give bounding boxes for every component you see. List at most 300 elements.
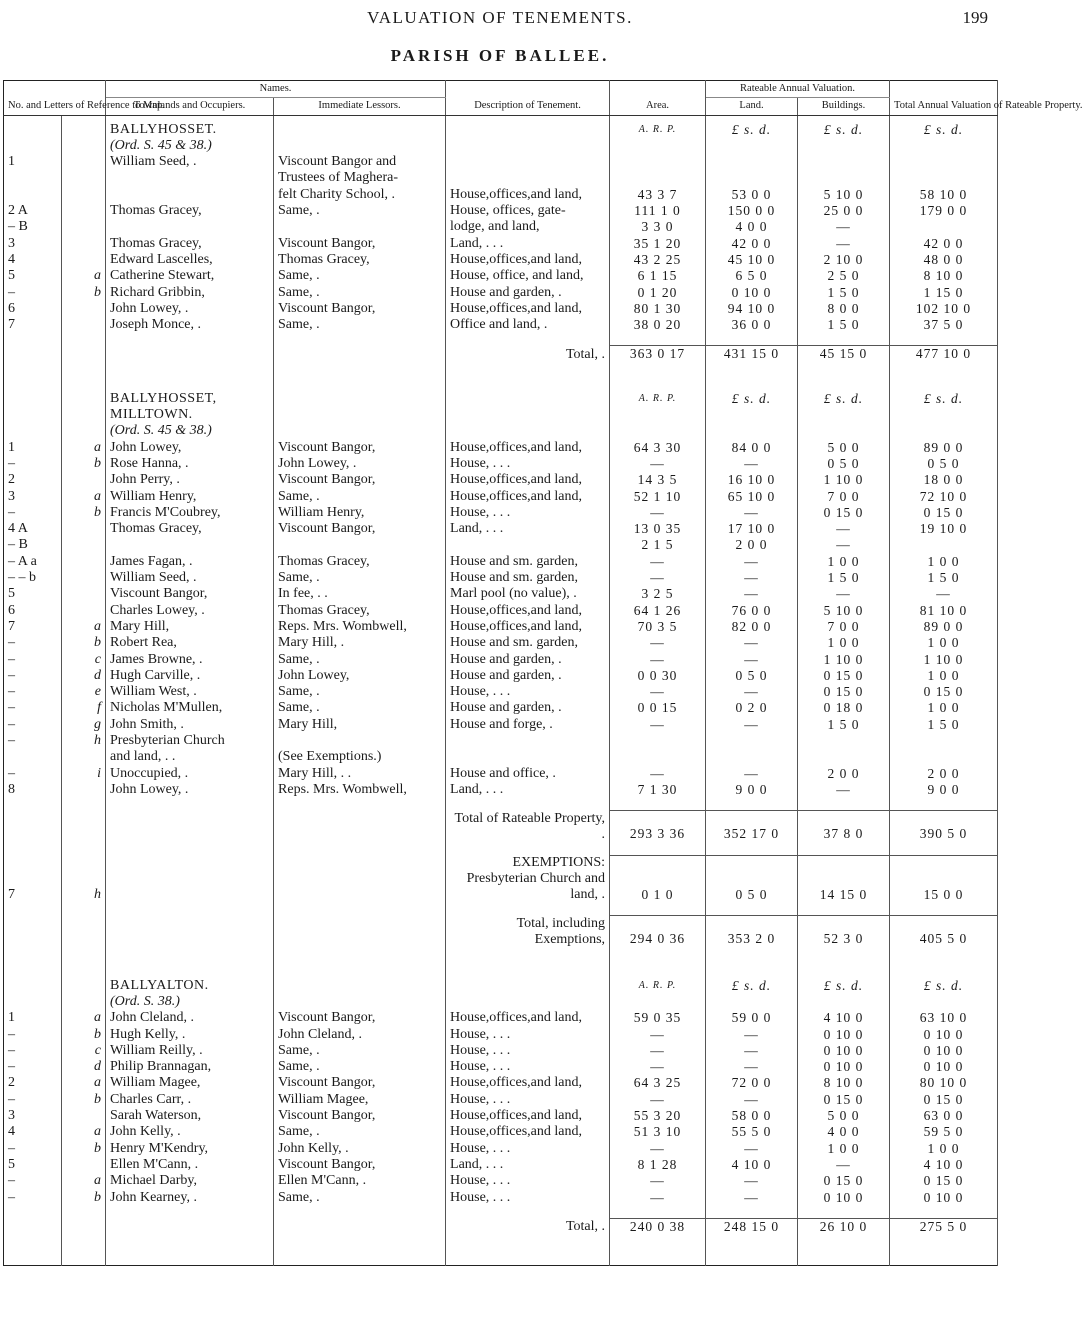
ref-number: – (4, 1059, 62, 1075)
spacer-cell (106, 333, 274, 346)
buildings-value: — (798, 537, 890, 553)
buildings-value: 5 0 0 (798, 1108, 890, 1124)
spacer-cell (706, 333, 798, 346)
cell (274, 423, 446, 439)
ref-letter: b (62, 1092, 106, 1108)
table-row (4, 391, 998, 407)
occupier: Hugh Kelly, . (106, 1027, 274, 1043)
land-value: 4 10 0 (706, 1157, 798, 1173)
buildings-value: — (798, 782, 890, 798)
land-value: — (706, 1141, 798, 1157)
total-value: 0 10 0 (890, 1190, 998, 1206)
description: House, . . . (446, 1059, 610, 1075)
land-value: — (706, 717, 798, 733)
spacer-cell (798, 1206, 890, 1219)
land-value: 0 2 0 (706, 700, 798, 716)
buildings-value: 1 10 0 (798, 472, 890, 488)
buildings-value: 1 5 0 (798, 570, 890, 586)
col-area: Area. (610, 81, 706, 116)
description (446, 749, 610, 765)
total-value: 1 0 0 (890, 700, 998, 716)
description: House and office, . (446, 766, 610, 782)
ref-letter: b (62, 635, 106, 651)
lessor: Viscount Bangor, (274, 1157, 446, 1173)
buildings-value: 1 0 0 (798, 1141, 890, 1157)
ref-letter (62, 1218, 106, 1235)
table-row (4, 1075, 998, 1091)
total-value: 37 5 0 (890, 317, 998, 333)
spacer-cell (610, 1206, 706, 1219)
spacer-cell (890, 1206, 998, 1219)
land-value: 36 0 0 (706, 317, 798, 333)
land-value: 2 0 0 (706, 537, 798, 553)
land-value: — (706, 684, 798, 700)
occupier: and land, . . (106, 749, 274, 765)
cell (446, 423, 610, 439)
ref-number: 5 (4, 1157, 62, 1173)
total-value: 0 15 0 (890, 505, 998, 521)
description: Land, . . . (446, 521, 610, 537)
ref-letter: e (62, 684, 106, 700)
table-row (4, 423, 998, 439)
table-row (4, 219, 998, 235)
cell (274, 122, 446, 138)
ref-number: – (4, 652, 62, 668)
spacer-cell (610, 798, 706, 811)
table-row (4, 456, 998, 472)
occupier: John Lowey, (106, 440, 274, 456)
units-tot: £ s. d. (890, 978, 998, 994)
total-value: 0 15 0 (890, 1173, 998, 1189)
buildings-value: 1 10 0 (798, 652, 890, 668)
occupier: John Kearney, . (106, 1190, 274, 1206)
total-buildings: 52 3 0 (798, 916, 890, 948)
spacer-row (4, 903, 998, 916)
occupier: John Smith, . (106, 717, 274, 733)
page-header (0, 6, 1000, 30)
ref-letter: a (62, 1075, 106, 1091)
spacer-cell (62, 948, 106, 978)
buildings-value (798, 154, 890, 170)
area: — (610, 1190, 706, 1206)
description: House,offices,and land, (446, 489, 610, 505)
cell (106, 855, 274, 903)
total-label: Total of Rateable Property, . (446, 811, 610, 843)
units-tot: £ s. d. (890, 391, 998, 407)
spacer-cell (446, 1235, 610, 1266)
lessor: Viscount Bangor, (274, 1108, 446, 1124)
occupier: Sarah Waterson, (106, 1108, 274, 1124)
ref-letter (62, 472, 106, 488)
total-value: 58 10 0 (890, 187, 998, 203)
ref-letter (62, 1108, 106, 1124)
area: 7 1 30 (610, 782, 706, 798)
spacer-cell (798, 948, 890, 978)
buildings-value: — (798, 219, 890, 235)
description: House, . . . (446, 1190, 610, 1206)
buildings-value: 0 10 0 (798, 1190, 890, 1206)
land-value: 150 0 0 (706, 203, 798, 219)
total-value: 179 0 0 (890, 203, 998, 219)
ref-letter (62, 782, 106, 798)
spacer-cell (274, 333, 446, 346)
occupier: Charles Carr, . (106, 1092, 274, 1108)
table-row (4, 1059, 998, 1075)
ref-number: 4 (4, 1124, 62, 1140)
ref-letter (62, 317, 106, 333)
cell (446, 391, 610, 407)
land-value: — (706, 1059, 798, 1075)
table-row (4, 1092, 998, 1108)
land-value: — (706, 1173, 798, 1189)
land-value: 0 5 0 (706, 668, 798, 684)
occupier (106, 537, 274, 553)
buildings-value: 1 0 0 (798, 554, 890, 570)
description: House, . . . (446, 1027, 610, 1043)
valuation-table (3, 80, 1083, 1266)
spacer-cell (610, 333, 706, 346)
col-buildings: Buildings. (798, 98, 890, 115)
ref-letter: h (62, 733, 106, 749)
cell (274, 1218, 446, 1235)
description: House, . . . (446, 684, 610, 700)
ref-letter (62, 570, 106, 586)
ref-letter: b (62, 285, 106, 301)
units-arp: A. R. P. (610, 391, 706, 407)
occupier: William Seed, . (106, 154, 274, 170)
total-value: 0 15 0 (890, 1092, 998, 1108)
spacer-cell (706, 843, 798, 856)
total-value: 15 0 0 (890, 855, 998, 903)
description: House,offices,and land, (446, 252, 610, 268)
buildings-value (798, 170, 890, 186)
lessor: Same, . (274, 268, 446, 284)
description: House,offices,and land, (446, 301, 610, 317)
ledger-body (4, 115, 998, 1266)
buildings-value: 0 5 0 (798, 456, 890, 472)
ref-number: – (4, 700, 62, 716)
cell (890, 138, 998, 154)
units-land: £ s. d. (706, 978, 798, 994)
spacer-cell (890, 1235, 998, 1266)
land-value: 17 10 0 (706, 521, 798, 537)
parish-heading: PARISH OF BALLEE. (390, 46, 610, 65)
spacer-cell (4, 798, 62, 811)
ref-letter: a (62, 268, 106, 284)
spacer-cell (446, 798, 610, 811)
buildings-value: 1 5 0 (798, 285, 890, 301)
area: — (610, 1092, 706, 1108)
table-row (4, 252, 998, 268)
lessor: John Cleland, . (274, 1027, 446, 1043)
total-value: 63 10 0 (890, 1010, 998, 1026)
spacer-cell (274, 903, 446, 916)
cell (4, 978, 62, 994)
buildings-value: 0 15 0 (798, 1173, 890, 1189)
ref-letter (62, 236, 106, 252)
spacer-cell (446, 948, 610, 978)
lessor: Thomas Gracey, (274, 603, 446, 619)
area (610, 170, 706, 186)
total-row (4, 346, 998, 363)
lessor: Same, . (274, 570, 446, 586)
total-value: 1 0 0 (890, 554, 998, 570)
cell (610, 138, 706, 154)
land-value: 53 0 0 (706, 187, 798, 203)
land-value: 42 0 0 (706, 236, 798, 252)
description: Land, . . . (446, 1157, 610, 1173)
total-value: 9 0 0 (890, 782, 998, 798)
description: House and garden, . (446, 668, 610, 684)
ref-number: 5 (4, 268, 62, 284)
lessor: Same, . (274, 652, 446, 668)
area (610, 749, 706, 765)
cell (274, 855, 446, 903)
description: House, . . . (446, 1092, 610, 1108)
buildings-value: — (798, 586, 890, 602)
spacer-cell (4, 903, 62, 916)
ref-letter: a (62, 619, 106, 635)
ref-letter: b (62, 1141, 106, 1157)
total-area: 294 0 36 (610, 916, 706, 948)
description: Land, . . . (446, 236, 610, 252)
ref-number: – A a (4, 554, 62, 570)
spacer-cell (610, 948, 706, 978)
ref-number: – (4, 505, 62, 521)
cell (4, 423, 62, 439)
land-value: 65 10 0 (706, 489, 798, 505)
lessor: John Kelly, . (274, 1141, 446, 1157)
ref-letter: h (62, 855, 106, 903)
buildings-value: 1 5 0 (798, 317, 890, 333)
spacer-cell (4, 363, 62, 391)
ref-number: 7 (4, 317, 62, 333)
total-buildings: 14 15 0 (798, 855, 890, 903)
description: House and garden, . (446, 285, 610, 301)
spacer-cell (798, 1235, 890, 1266)
buildings-value: 0 15 0 (798, 668, 890, 684)
description: House, . . . (446, 1141, 610, 1157)
total-value: 72 10 0 (890, 489, 998, 505)
total-value: 4 10 0 (890, 1157, 998, 1173)
spacer-cell (106, 1235, 274, 1266)
spacer-cell (798, 363, 890, 391)
occupier: Catherine Stewart, (106, 268, 274, 284)
area: 59 0 35 (610, 1010, 706, 1026)
land-value (706, 749, 798, 765)
table-row (4, 1173, 998, 1189)
total-value: 0 10 0 (890, 1027, 998, 1043)
spacer-cell (4, 333, 62, 346)
table-row (4, 489, 998, 505)
total-value (890, 219, 998, 235)
total-value: 81 10 0 (890, 603, 998, 619)
total-value: 390 5 0 (890, 811, 998, 843)
table-row (4, 700, 998, 716)
area: 13 0 35 (610, 521, 706, 537)
area: 0 0 30 (610, 668, 706, 684)
spacer-cell (610, 1235, 706, 1266)
area: — (610, 684, 706, 700)
occupier: William Reilly, . (106, 1043, 274, 1059)
area: 43 3 7 (610, 187, 706, 203)
description: House,offices,and land, (446, 1108, 610, 1124)
spacer-cell (4, 1235, 62, 1266)
total-value: 89 0 0 (890, 440, 998, 456)
occupier: Mary Hill, (106, 619, 274, 635)
cell (274, 407, 446, 423)
spacer-row (4, 333, 998, 346)
cell (106, 346, 274, 363)
total-value: 80 10 0 (890, 1075, 998, 1091)
occupier (106, 187, 274, 203)
area: 0 0 15 (610, 700, 706, 716)
spacer-cell (798, 903, 890, 916)
cell (446, 122, 610, 138)
col-ref: No. and Letters of Reference to Map. (4, 81, 106, 116)
occupier: Rose Hanna, . (106, 456, 274, 472)
description: House,offices,and land, (446, 603, 610, 619)
cell (274, 978, 446, 994)
cell (62, 994, 106, 1010)
area: — (610, 652, 706, 668)
description: lodge, and land, (446, 219, 610, 235)
table-row (4, 317, 998, 333)
lessor: Reps. Mrs. Wombwell, (274, 782, 446, 798)
cell (62, 423, 106, 439)
occupier: John Lowey, . (106, 301, 274, 317)
ref-letter: b (62, 1190, 106, 1206)
land-value: 82 0 0 (706, 619, 798, 635)
total-row (4, 811, 998, 843)
cell (4, 994, 62, 1010)
ref-number: – (4, 456, 62, 472)
land-value: 84 0 0 (706, 440, 798, 456)
spacer-cell (610, 903, 706, 916)
occupier (106, 219, 274, 235)
buildings-value: 0 10 0 (798, 1027, 890, 1043)
ref-number: 7 (4, 619, 62, 635)
spacer-cell (446, 843, 610, 856)
area (610, 733, 706, 749)
total-row (4, 855, 998, 903)
ref-number: 7 (4, 855, 62, 903)
lessor: Viscount Bangor, (274, 301, 446, 317)
occupier: John Cleland, . (106, 1010, 274, 1026)
spacer-row (4, 843, 998, 856)
cell (274, 138, 446, 154)
table-row (4, 472, 998, 488)
ref-letter (62, 346, 106, 363)
cell (446, 138, 610, 154)
total-land: 352 17 0 (706, 811, 798, 843)
total-row (4, 1218, 998, 1235)
ref-letter (62, 586, 106, 602)
buildings-value: 0 15 0 (798, 505, 890, 521)
area: 0 1 20 (610, 285, 706, 301)
cell (610, 423, 706, 439)
occupier: Presbyterian Church (106, 733, 274, 749)
area: 64 3 30 (610, 440, 706, 456)
spacer-cell (890, 363, 998, 391)
table-row (4, 1190, 998, 1206)
cell (106, 811, 274, 843)
area: 51 3 10 (610, 1124, 706, 1140)
lessor: Mary Hill, (274, 717, 446, 733)
spacer-cell (4, 948, 62, 978)
land-value: 76 0 0 (706, 603, 798, 619)
spacer-cell (62, 1235, 106, 1266)
table-row (4, 1141, 998, 1157)
total-label: Total, . (446, 346, 610, 363)
land-value: — (706, 1027, 798, 1043)
description: Land, . . . (446, 782, 610, 798)
area: 38 0 20 (610, 317, 706, 333)
land-value: 72 0 0 (706, 1075, 798, 1091)
spacer-cell (274, 1206, 446, 1219)
table-row (4, 203, 998, 219)
cell (446, 407, 610, 423)
total-value (890, 733, 998, 749)
spacer-cell (706, 1206, 798, 1219)
cell (274, 916, 446, 948)
description (446, 154, 610, 170)
ref-number: – (4, 285, 62, 301)
ref-number (4, 811, 62, 843)
ref-number: 3 (4, 489, 62, 505)
land-value: — (706, 554, 798, 570)
area: — (610, 1027, 706, 1043)
total-value: 2 0 0 (890, 766, 998, 782)
lessor: Viscount Bangor, (274, 1010, 446, 1026)
lessor: John Lowey, . (274, 456, 446, 472)
ref-number: – (4, 717, 62, 733)
occupier: William West, . (106, 684, 274, 700)
lessor: Viscount Bangor and (274, 154, 446, 170)
page-title: VALUATION OF TENEMENTS. (367, 8, 633, 27)
buildings-value: 0 15 0 (798, 1092, 890, 1108)
table-row (4, 268, 998, 284)
col-land: Land. (706, 98, 798, 115)
total-value: 89 0 0 (890, 619, 998, 635)
description: House, . . . (446, 505, 610, 521)
total-area: 293 3 36 (610, 811, 706, 843)
table-row (4, 170, 998, 186)
total-buildings: 26 10 0 (798, 1218, 890, 1235)
ref-letter (62, 749, 106, 765)
description: Marl pool (no value), . (446, 586, 610, 602)
ref-number: 6 (4, 301, 62, 317)
area: 3 2 5 (610, 586, 706, 602)
spacer-cell (446, 333, 610, 346)
ref-letter: g (62, 717, 106, 733)
total-value: 1 0 0 (890, 668, 998, 684)
occupier: Henry M'Kendry, (106, 1141, 274, 1157)
cell (890, 407, 998, 423)
occupier: Thomas Gracey, (106, 521, 274, 537)
occupier: Richard Gribbin, (106, 285, 274, 301)
table-row (4, 652, 998, 668)
description: House,offices,and land, (446, 1124, 610, 1140)
land-value: — (706, 570, 798, 586)
ref-letter: a (62, 1010, 106, 1026)
ref-letter: b (62, 456, 106, 472)
table-row (4, 236, 998, 252)
table-row (4, 603, 998, 619)
spacer-cell (798, 333, 890, 346)
cell (706, 138, 798, 154)
table-row (4, 635, 998, 651)
